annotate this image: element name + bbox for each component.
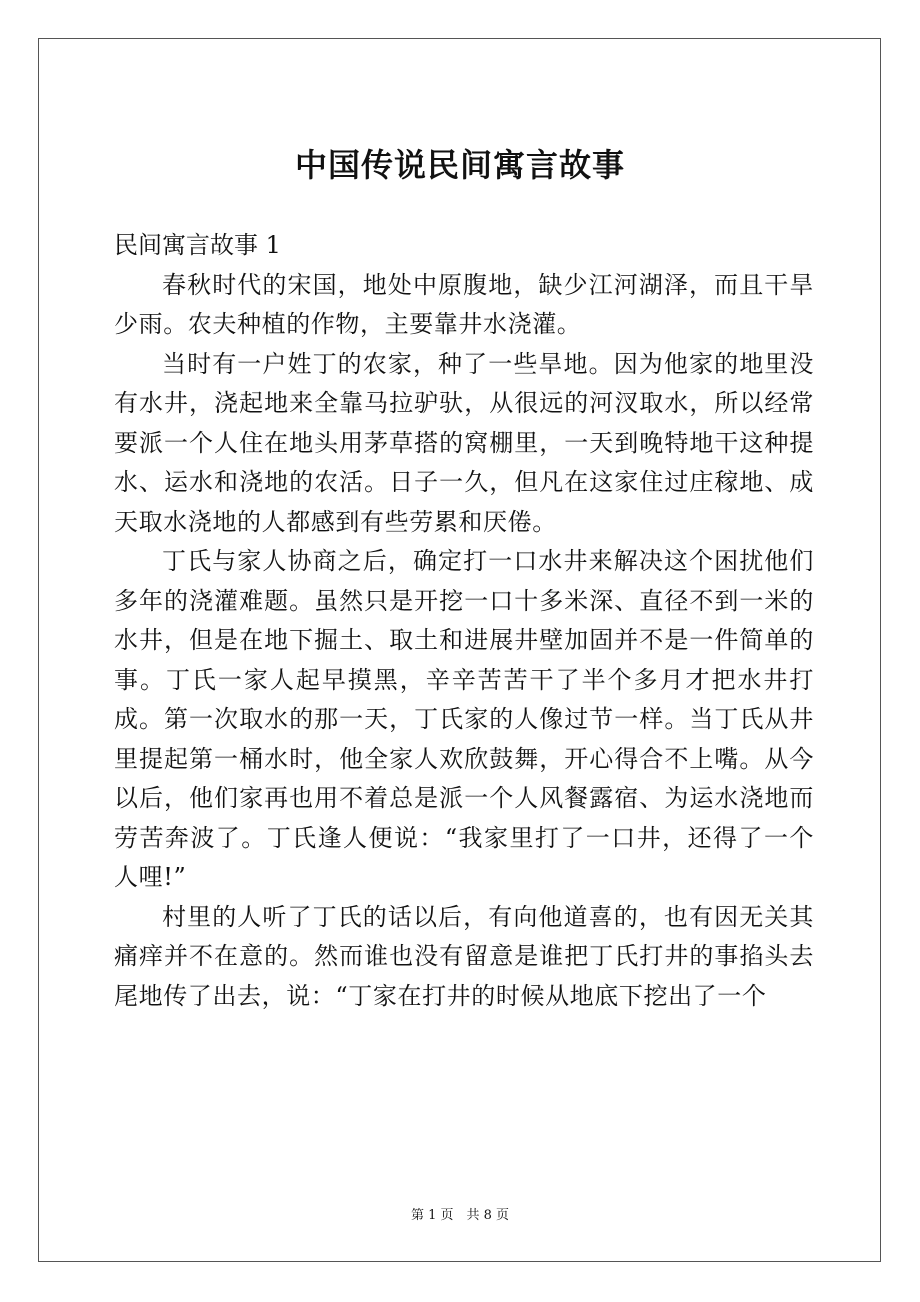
page-number-label: 第 1 页 共 8 页 [410, 1208, 510, 1223]
paragraph-1: 春秋时代的宋国，地处中原腹地，缺少江河湖泽，而且干旱少雨。农夫种植的作物，主要靠井水浇灌。 [114, 270, 814, 338]
page-footer [0, 1207, 920, 1225]
paragraph-3: 丁氏与家人协商之后，确定打一口水井来解决这个困扰他们多年的浇灌难题。虽然只是开挖一口十多米深、直径不到一米的水井，但是在地下掘土、取土和进展井壁加固并不是一件简单的事。丁氏一家人起早摸黑，辛辛苦苦干了半个多月才把水井打成。第一次取水的那一天，丁氏家的人像过节一样。当丁氏从井里提起第一桶水时，他全家人欢欣鼓舞，开心得合不上嘴。从今以后，他们家再也用不着总是派一个人风餐露宿、为运水浇地而劳苦奔波了。丁氏逢人便说：“我家里打了一口井，还得了一个人哩!” [114, 547, 814, 891]
document-body [114, 226, 814, 1016]
paragraph-4: 村里的人听了丁氏的话以后，有向他道喜的，也有因无关其痛痒并不在意的。然而谁也没有留意是谁把丁氏打井的事掐头去尾地传了出去，说：“丁家在打井的时候从地底下挖出了一个 [114, 902, 814, 1010]
paragraph-2: 当时有一户姓丁的农家，种了一些旱地。因为他家的地里没有水井，浇起地来全靠马拉驴驮，从很远的河汊取水，所以经常要派一个人住在地头用茅草搭的窝棚里，一天到晚特地干这种提水、运水和浇地的农活。日子一久，但凡在这家住过庄稼地、成天取水浇地的人都感到有些劳累和厌倦。 [114, 349, 814, 536]
document-title: 中国传说民间寓言故事 [294, 146, 625, 184]
section-heading: 民间寓言故事 1 [114, 231, 281, 259]
